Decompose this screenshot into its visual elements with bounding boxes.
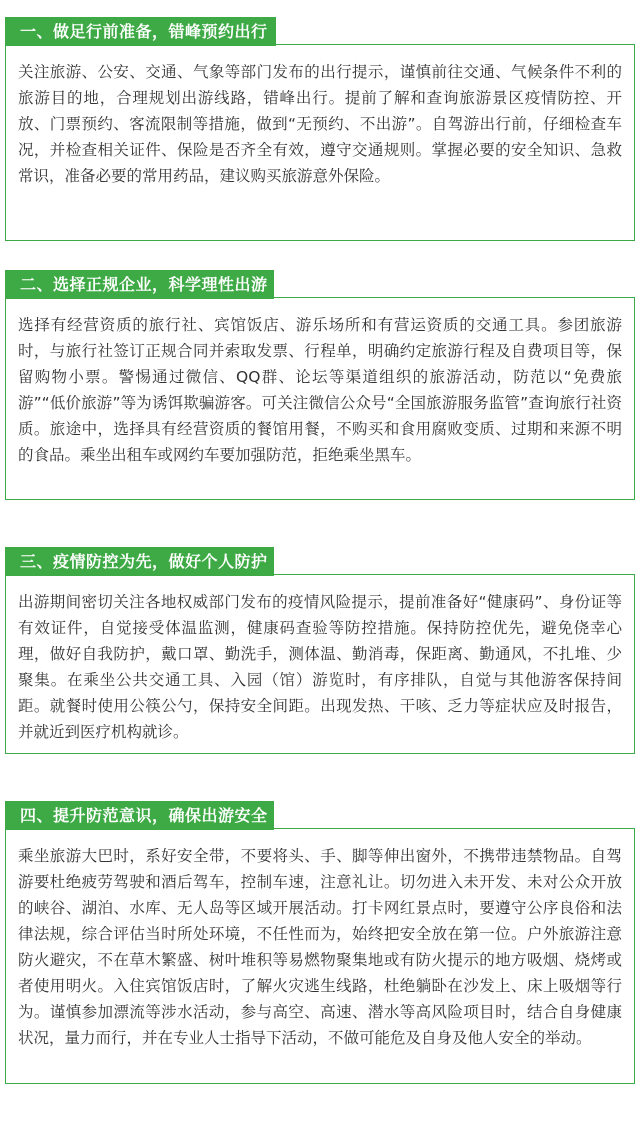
section-2-box (5, 297, 635, 500)
section-1-box (5, 44, 635, 241)
section-2-title: 二、选择正规企业，科学理性出游 (5, 270, 274, 299)
section-4-title: 四、提升防范意识，确保出游安全 (5, 801, 274, 830)
section-1-body: 关注旅游、公安、交通、气象等部门发布的出行提示，谨慎前往交通、气候条件不利的旅游目的地，合理规划出游线路，错峰出行。提前了解和查询旅游景区疫情防控、开放、门票预约、客流限制等措施，做到“无预约、不出游”。自驾游出行前，仔细检查车况，并检查相关证件、保险是否齐全有效，遵守交通规则。掌握必要的安全知识、急救常识，准备必要的常用药品，建议购买旅游意外保险。 (18, 63, 622, 185)
section-3-body: 出游期间密切关注各地权威部门发布的疫情风险提示，提前准备好“健康码”、身份证等有效证件，自觉接受体温监测，健康码查验等防控措施。保持防控优先，避免侥幸心理，做好自我防护，戴口罩、勤洗手，测体温、勤消毒，保距离、勤通风，不扎堆、少聚集。在乘坐公共交通工具、入园（馆）游览时，有序排队，自觉与其他游客保持间距。就餐时使用公筷公勺，保持安全间距。出现发热、干咳、乏力等症状应及时报告，并就近到医疗机构就诊。 (18, 593, 622, 741)
section-3-title: 三、疫情防控为先，做好个人防护 (5, 547, 274, 576)
section-1-title: 一、做足行前准备，错峰预约出行 (5, 17, 276, 46)
section-3-box (5, 574, 635, 754)
section-4-body: 乘坐旅游大巴时，系好安全带，不要将头、手、脚等伸出窗外，不携带违禁物品。自驾游要杜绝疲劳驾驶和酒后驾车，控制车速，注意礼让。切勿进入未开发、未对公众开放的峡谷、湖泊、水库、无人岛等区域开展活动。打卡网红景点时，要遵守公序良俗和法律法规，综合评估当时所处环境，不任性而为，始终把安全放在第一位。户外旅游注意防火避灾，不在草木繁盛、树叶堆积等易燃物聚集地或有防火提示的地方吸烟、烧烤或者使用明火。入住宾馆饭店时，了解火灾逃生线路，杜绝躺卧在沙发上、床上吸烟等行为。谨慎参加漂流等涉水活动，参与高空、高速、潜水等高风险项目时，结合自身健康状况，量力而行，并在专业人士指导下活动，不做可能危及自身及他人安全的举动。 (18, 847, 622, 1047)
section-4-box (5, 828, 635, 1084)
section-2-body: 选择有经营资质的旅行社、宾馆饭店、游乐场所和有营运资质的交通工具。参团旅游时，与旅行社签订正规合同并索取发票、行程单，明确约定旅游行程及自费项目等，保留购物小票。警惕通过微信、QQ群、论坛等渠道组织的旅游活动，防范以“免费旅游”“低价旅游”等为诱饵欺骗游客。可关注微信公众号“全国旅游服务监管”查询旅行社资质。旅途中，选择具有经营资质的餐馆用餐，不购买和食用腐败变质、过期和来源不明的食品。乘坐出租车或网约车要加强防范，拒绝乘坐黑车。 (18, 316, 622, 464)
